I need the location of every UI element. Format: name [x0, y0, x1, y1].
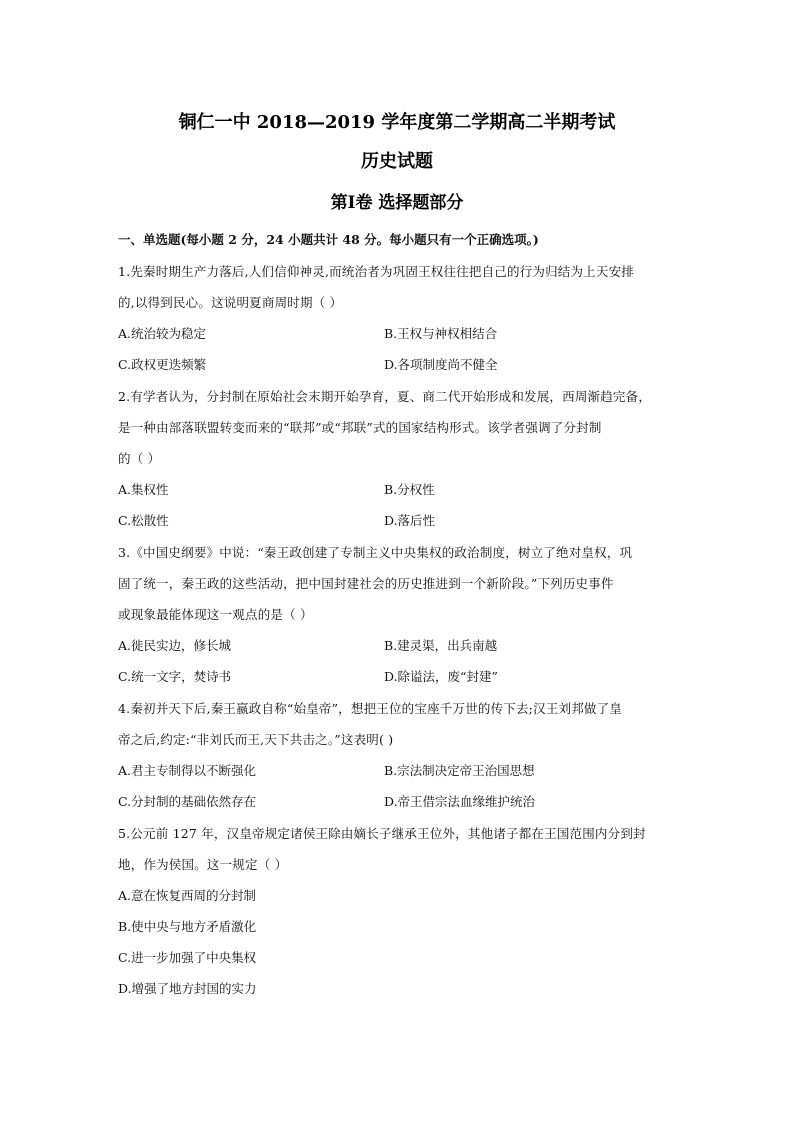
question-2-line-3: 的（ ）: [118, 451, 161, 466]
question-4-option-c: C.分封制的基础依然存在: [118, 794, 257, 809]
question-1-option-c: C.政权更迭频繁: [118, 357, 207, 372]
question-3-option-c: C.统一文字，焚诗书: [118, 669, 232, 684]
question-5-option-a: A.意在恢复西周的分封制: [118, 888, 257, 903]
question-4-line-1: 4.秦初并天下后,秦王嬴政自称“始皇帝”，想把王位的宝座千万世的传下去;汉王刘邦做了皇: [118, 701, 622, 716]
question-1-option-a: A.统治较为稳定: [118, 326, 207, 341]
question-4-line-2: 帝之后,约定:“非刘氏而王,天下共击之。”这表明( ): [118, 732, 394, 747]
exam-subject: 历史试题: [361, 151, 433, 172]
question-3-option-d: D.除谥法，废“封建”: [384, 669, 498, 684]
question-2-option-a: A.集权性: [118, 482, 169, 497]
question-3-line-3: 或现象最能体现这一观点的是（ ）: [118, 607, 313, 622]
question-4-option-a: A.君主专制得以不断强化: [118, 763, 257, 778]
exam-part-heading: 第Ⅰ卷 选择题部分: [330, 193, 464, 213]
question-1-line-2: 的,以得到民心。这说明夏商周时期（ ）: [118, 295, 343, 310]
question-1-option-b: B.王权与神权相结合: [384, 326, 498, 341]
question-2-line-1: 2.有学者认为，分封制在原始社会末期开始孕育，夏、商二代开始形成和发展，西周渐趋完备，: [118, 389, 652, 404]
question-2-option-d: D.落后性: [384, 513, 436, 528]
question-2-option-c: C.松散性: [118, 513, 169, 528]
question-3-option-b: B.建灵渠，出兵南越: [384, 638, 498, 653]
exam-title: 铜仁一中 2018—2019 学年度第二学期高二半期考试: [178, 112, 616, 133]
question-2-line-2: 是一种由部落联盟转变而来的“联邦”或“邦联”式的国家结构形式。该学者强调了分封制: [118, 420, 602, 435]
question-5-option-c: C.进一步加强了中央集权: [118, 950, 257, 965]
question-5-line-1: 5.公元前 127 年，汉皇帝规定诸侯王除由嫡长子继承王位外，其他诸子都在王国范围内分到封: [118, 826, 646, 841]
question-5-option-b: B.使中央与地方矛盾激化: [118, 919, 257, 934]
question-1-line-1: 1.先秦时期生产力落后,人们信仰神灵,而统治者为巩固王权往往把自己的行为归结为上天安排: [118, 264, 634, 279]
question-3-line-1: 3.《中国史纲要》中说：“秦王政创建了专制主义中央集权的政治制度，树立了绝对皇权，巩: [118, 545, 633, 560]
question-1-option-d: D.各项制度尚不健全: [384, 357, 498, 372]
question-3-option-a: A.徙民实边，修长城: [118, 638, 232, 653]
question-5-line-2: 地，作为侯国。这一规定（ ）: [118, 857, 288, 872]
question-4-option-b: B.宗法制决定帝王治国思想: [384, 763, 535, 778]
question-2-option-b: B.分权性: [384, 482, 435, 497]
section-heading: 一、单选题(每小题 2 分，24 小题共计 48 分。每小题只有一个正确选项。): [118, 232, 539, 247]
question-5-option-d: D.增强了地方封国的实力: [118, 981, 257, 996]
question-4-option-d: D.帝王借宗法血缘维护统治: [384, 794, 536, 809]
question-3-line-2: 固了统一，秦王政的这些活动，把中国封建社会的历史推进到一个新阶段。”下列历史事件: [118, 576, 614, 591]
